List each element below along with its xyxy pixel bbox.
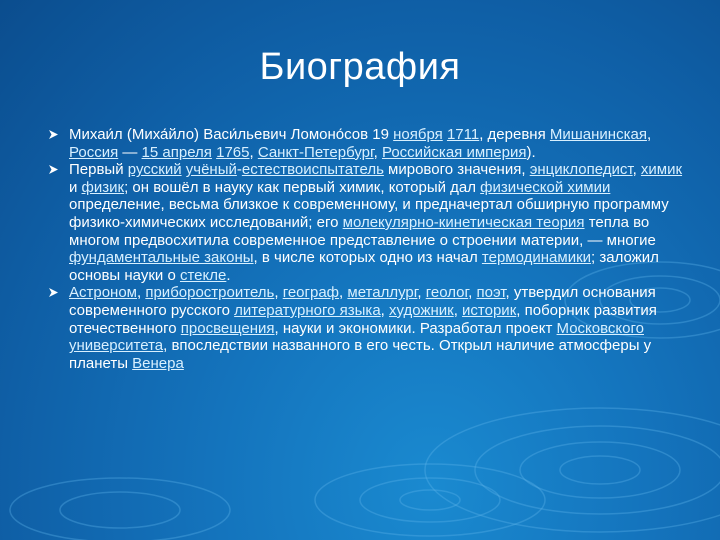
text-run: , деревня [479, 126, 550, 143]
wiki-link[interactable]: русский [127, 161, 182, 179]
wiki-link[interactable]: просвещения [180, 319, 275, 337]
wiki-link[interactable]: физической химии [480, 178, 611, 196]
wiki-link[interactable]: стекле [179, 266, 227, 284]
text-run: , [468, 284, 477, 302]
text-run: и [69, 178, 82, 196]
wiki-link[interactable]: Венера [132, 354, 184, 372]
wiki-link[interactable]: Санкт-Петербург [257, 143, 374, 161]
text-run: , [632, 161, 641, 179]
wiki-link[interactable]: историк [462, 301, 517, 319]
wiki-link[interactable]: естествоиспытатель [241, 161, 384, 179]
text-run: — [118, 143, 142, 161]
text-run: тепла во многом предвосхитила современное представление о строении материи, — многие [69, 213, 656, 249]
text-run: , [380, 301, 390, 319]
wiki-link[interactable]: физик [81, 178, 125, 196]
text-run: , [417, 284, 426, 302]
wiki-link[interactable]: металлург [347, 284, 418, 302]
text-run: . [226, 266, 231, 284]
text-run: , [646, 126, 652, 143]
wiki-link[interactable]: приборостроитель [145, 284, 275, 302]
text-run: определение, весьма близкое к современному, и предначертал обширную программу физико-химических исследований; его [69, 196, 669, 231]
bullet-text [69, 284, 657, 371]
bullet-item [48, 161, 688, 284]
wiki-link[interactable]: географ [282, 284, 340, 302]
bullet-list [48, 126, 688, 372]
wiki-link[interactable]: 15 апреля [141, 143, 212, 161]
wiki-link[interactable]: геолог [425, 284, 469, 302]
text-run: , [249, 143, 258, 161]
text-run: мирового значения, [383, 161, 530, 179]
bullet-item [48, 126, 688, 161]
text-run: 19 [368, 126, 394, 143]
text-run: , [453, 301, 463, 319]
wiki-link[interactable]: Астроном [69, 284, 137, 302]
text-run: ; он вошёл в науку как первый химик, который дал [124, 178, 481, 196]
arrow-bullet-icon [48, 129, 59, 140]
text-run: , [373, 143, 382, 161]
arrow-bullet-icon [48, 287, 59, 298]
wiki-link[interactable]: художник [389, 301, 454, 319]
wiki-link[interactable]: поэт [476, 284, 506, 302]
text-run: ; заложил основы науки о [69, 249, 659, 284]
text-run: , утвердил основания современного русского [69, 284, 656, 319]
text-run: Михаи́л (Миха́йло) Васи́льевич Ломоно́сов [69, 126, 369, 143]
wiki-link[interactable]: химик [640, 161, 683, 179]
arrow-bullet-icon [48, 164, 59, 175]
wiki-link[interactable]: Мишанинская [549, 126, 647, 143]
bullet-item [48, 284, 688, 372]
text-run: Первый [69, 161, 128, 179]
slide-title: Биография [259, 46, 461, 88]
wiki-link[interactable]: Московского университета [69, 319, 644, 355]
text-run: , [137, 284, 146, 302]
wiki-link[interactable]: энциклопедист [529, 161, 633, 179]
text-run: , [274, 284, 283, 302]
text-run: , науки и экономики. Разработал проект [274, 319, 557, 337]
text-run: ). [526, 143, 536, 161]
wiki-link[interactable]: фундаментальные законы [69, 249, 254, 267]
wiki-link[interactable]: термодинамики [481, 249, 592, 267]
text-run: , впоследствии названного в его честь. Открыл наличие атмосферы у планеты [69, 337, 652, 372]
bullet-text [69, 161, 682, 284]
wiki-link[interactable]: 1711 [446, 126, 480, 143]
text-run: , поборник развития отечественного [69, 301, 657, 337]
wiki-link[interactable]: учёный [185, 161, 237, 179]
wiki-link[interactable]: литературного языка [234, 301, 381, 319]
wiki-link[interactable]: Россия [69, 143, 119, 161]
wiki-link[interactable]: Российская империя [381, 143, 527, 161]
wiki-link[interactable]: молекулярно-кинетическая теория [342, 213, 585, 231]
wiki-link[interactable]: 1765 [216, 143, 250, 161]
text-run: - [236, 161, 242, 179]
wiki-link[interactable]: ноября [393, 126, 443, 143]
text-run: , [339, 284, 348, 302]
text-run: , в числе которых одно из начал [253, 249, 482, 267]
bullet-text [69, 126, 651, 161]
